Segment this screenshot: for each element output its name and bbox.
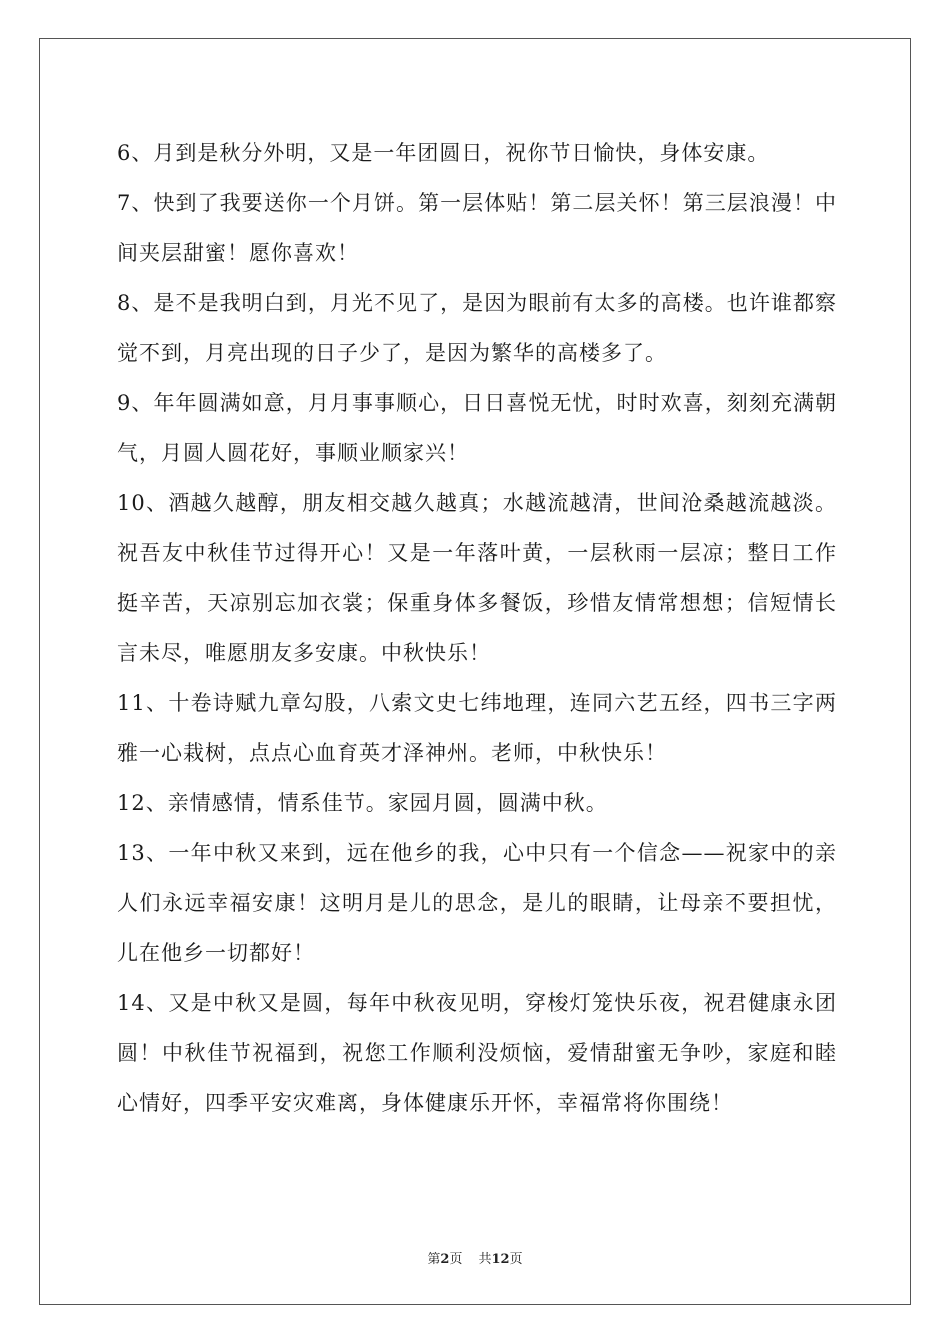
total-suffix: 页	[509, 1252, 523, 1267]
page-footer	[0, 1248, 950, 1267]
document-body	[117, 128, 837, 1128]
entry-12: 12、亲情感情，情系佳节。家园月圆，圆满中秋。	[117, 791, 608, 815]
page-number: 2	[440, 1252, 450, 1267]
entry-14: 14、又是中秋又是圆，每年中秋夜见明，穿梭灯笼快乐夜，祝君健康永团圆！中秋佳节祝福到，祝您工作顺利没烦恼，爱情甜蜜无争吵，家庭和睦心情好，四季平安灾难离，身体健康乐开怀，幸福常将你围绕！	[117, 991, 837, 1115]
entry-11: 11、十卷诗赋九章勾股，八索文史七纬地理，连同六艺五经，四书三字两雅一心栽树，点点心血育英才泽神州。老师，中秋快乐！	[117, 691, 837, 765]
entry-13: 13、一年中秋又来到，远在他乡的我，心中只有一个信念——祝家中的亲人们永远幸福安康！这明月是儿的思念，是儿的眼睛，让母亲不要担忧，儿在他乡一切都好！	[117, 841, 837, 965]
entry-6: 6、月到是秋分外明，又是一年团圆日，祝你节日愉快，身体安康。	[117, 141, 770, 165]
entry-7: 7、快到了我要送你一个月饼。第一层体贴！第二层关怀！第三层浪漫！中间夹层甜蜜！愿你喜欢！	[117, 191, 837, 265]
page-prefix: 第	[427, 1252, 441, 1267]
page-suffix: 页	[449, 1252, 463, 1267]
entry-10: 10、酒越久越醇，朋友相交越久越真；水越流越清，世间沧桑越流越淡。祝吾友中秋佳节过得开心！又是一年落叶黄，一层秋雨一层凉；整日工作挺辛苦，天凉别忘加衣裳；保重身体多餐饭，珍惜友情常想想；信短情长言未尽，唯愿朋友多安康。中秋快乐！	[117, 491, 837, 665]
total-prefix: 共	[478, 1252, 492, 1267]
entry-8: 8、是不是我明白到，月光不见了，是因为眼前有太多的高楼。也许谁都察觉不到，月亮出现的日子少了，是因为繁华的高楼多了。	[117, 291, 837, 365]
entry-9: 9、年年圆满如意，月月事事顺心，日日喜悦无忧，时时欢喜，刻刻充满朝气，月圆人圆花好，事顺业顺家兴！	[117, 391, 837, 465]
total-pages: 12	[491, 1252, 510, 1267]
